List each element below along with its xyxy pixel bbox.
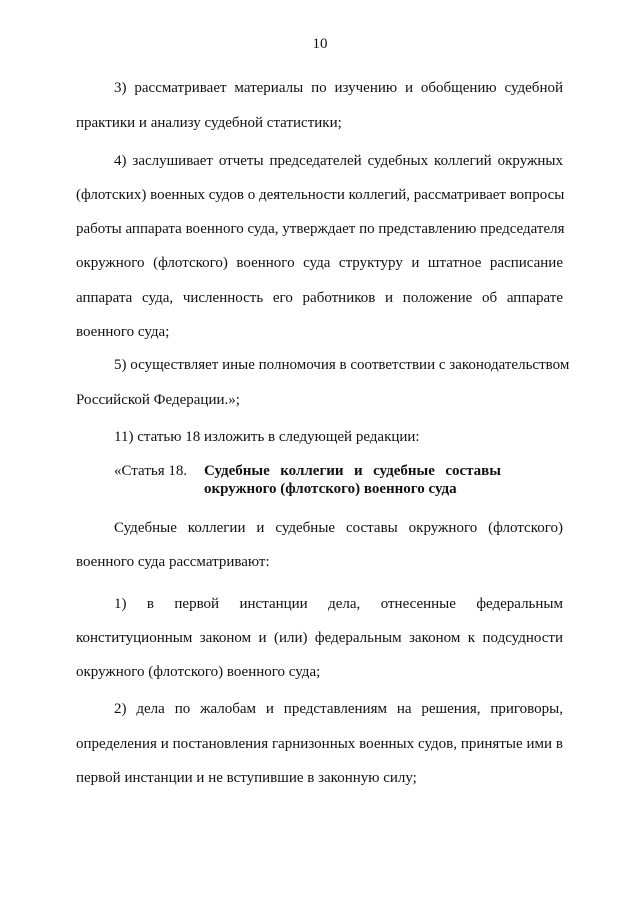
text-line: 2) дела по жалобам и представлениям на решения, приговоры, xyxy=(114,701,563,717)
text-line: военного суда; xyxy=(76,324,170,340)
text-line: работы аппарата военного суда, утверждает по представлению председателя xyxy=(76,221,565,237)
article-title-line: окружного (флотского) военного суда xyxy=(204,481,457,497)
text-line: конституционным законом и (или) федеральным законом к подсудности xyxy=(76,630,563,646)
text-line: 3) рассматривает материалы по изучению и обобщению судебной xyxy=(114,80,563,96)
text-line: окружного (флотского) военного суда структуру и штатное расписание xyxy=(76,255,563,271)
text-line: окружного (флотского) военного суда; xyxy=(76,664,321,680)
text-line: 5) осуществляет иные полномочия в соответствии с законодательством xyxy=(114,357,570,373)
article-number: «Статья 18. xyxy=(114,463,188,479)
text-line: (флотских) военных судов о деятельности коллегий, рассматривает вопросы xyxy=(76,187,565,203)
text-line: Российской Федерации.»; xyxy=(76,392,240,408)
text-line: военного суда рассматривают: xyxy=(76,554,270,570)
amendment-11: 11) статью 18 изложить в следующей редакции: xyxy=(114,429,420,445)
text-line: практики и анализу судебной статистики; xyxy=(76,115,342,131)
text-line: Судебные коллегии и судебные составы окружного (флотского) xyxy=(114,520,563,536)
text-line: определения и постановления гарнизонных военных судов, принятые ими в xyxy=(76,736,563,752)
page-number: 10 xyxy=(312,36,328,52)
text-line: аппарата суда, численность его работников и положение об аппарате xyxy=(76,290,563,306)
article-title-line: Судебные коллегии и судебные составы xyxy=(204,463,501,479)
text-line: первой инстанции и не вступившие в законную силу; xyxy=(76,770,417,786)
text-line: 4) заслушивает отчеты председателей судебных коллегий окружных xyxy=(114,153,563,169)
text-line: 1) в первой инстанции дела, отнесенные федеральным xyxy=(114,596,563,612)
